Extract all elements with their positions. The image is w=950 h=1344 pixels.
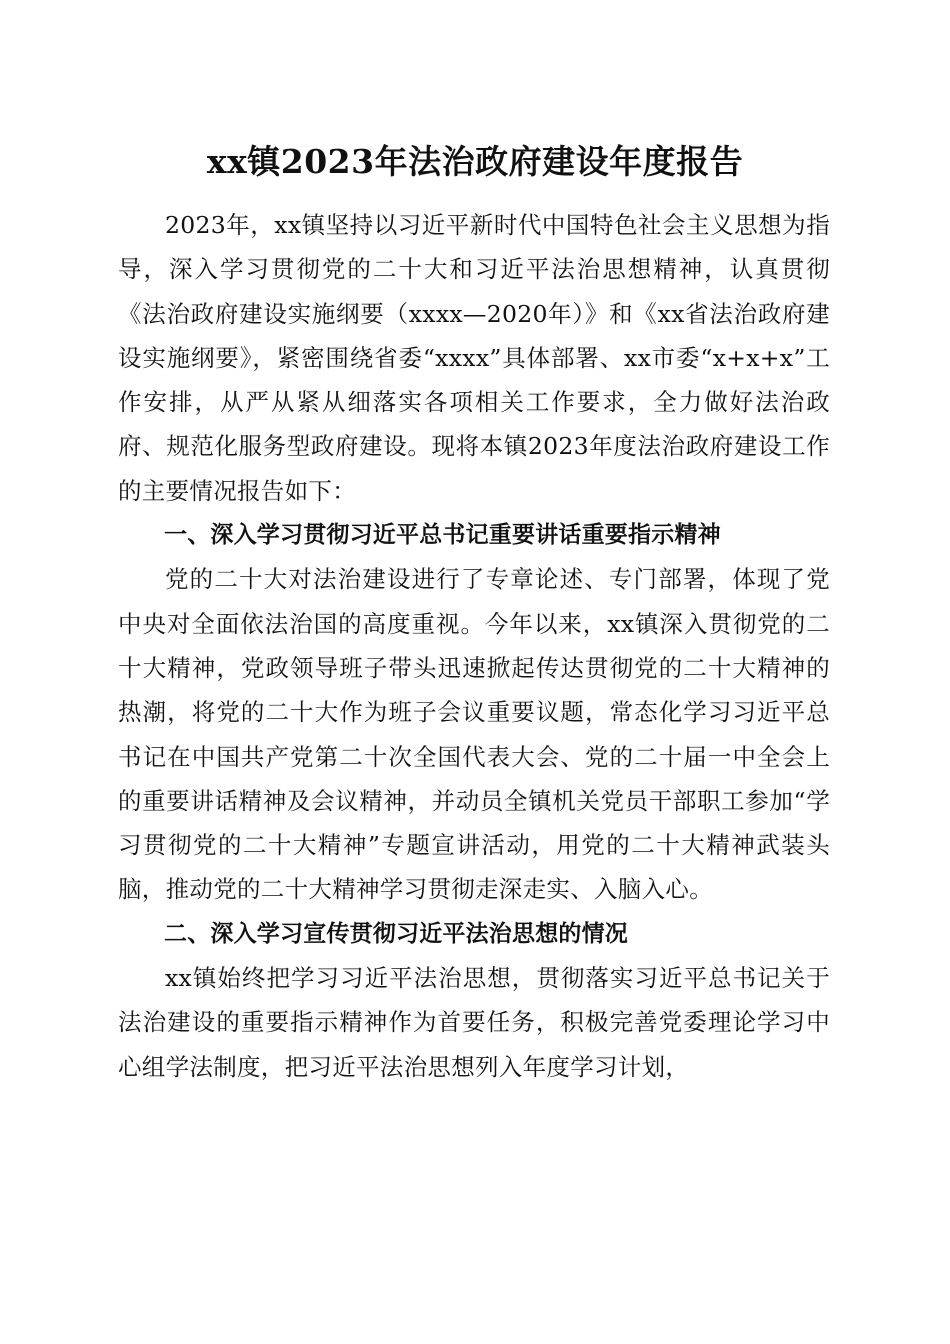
intro-paragraph: 2023年，xx镇坚持以习近平新时代中国特色社会主义思想为指导，深入学习贯彻党的二十大和习近平法治思想精神，认真贯彻《法治政府建设实施纲要（xxxx—2020年）》和《xx省法治政府建设实施纲要》，紧密围绕省委“xxxx”具体部署、xx市委“x+x+x”工作安排，从严从紧从细落实各项相关工作要求，全力做好法治政府、规范化服务型政府建设。现将本镇2023年度法治政府建设工作的主要情况报告如下： — [118, 211, 830, 505]
document-body — [118, 203, 830, 1089]
section-1-paragraph: 党的二十大对法治建设进行了专章论述、专门部署，体现了党中央对全面依法治国的高度重视。今年以来，xx镇深入贯彻党的二十大精神，党政领导班子带头迅速掀起传达贯彻党的二十大精神的热潮，将党的二十大作为班子会议重要议题，常态化学习习近平总书记在中国共产党第二十次全国代表大会、党的二十届一中全会上的重要讲话精神及会议精神，并动员全镇机关党员干部职工参加“学习贯彻党的二十大精神”专题宣讲活动，用党的二十大精神武装头脑，推动党的二十大精神学习贯彻走深走实、入脑入心。 — [118, 565, 830, 904]
section-1-heading: 一、深入学习贯彻习近平总书记重要讲话重要指示精神 — [164, 522, 721, 549]
document-title: xx镇2023年法治政府建设年度报告 — [206, 142, 744, 181]
section-2-heading: 二、深入学习宣传贯彻习近平法治思想的情况 — [164, 920, 628, 947]
section-2-paragraph: xx镇始终把学习习近平法治思想，贯彻落实习近平总书记关于法治建设的重要指示精神作为首要任务，积极完善党委理论学习中心组学法制度，把习近平法治思想列入年度学习计划， — [118, 964, 830, 1081]
